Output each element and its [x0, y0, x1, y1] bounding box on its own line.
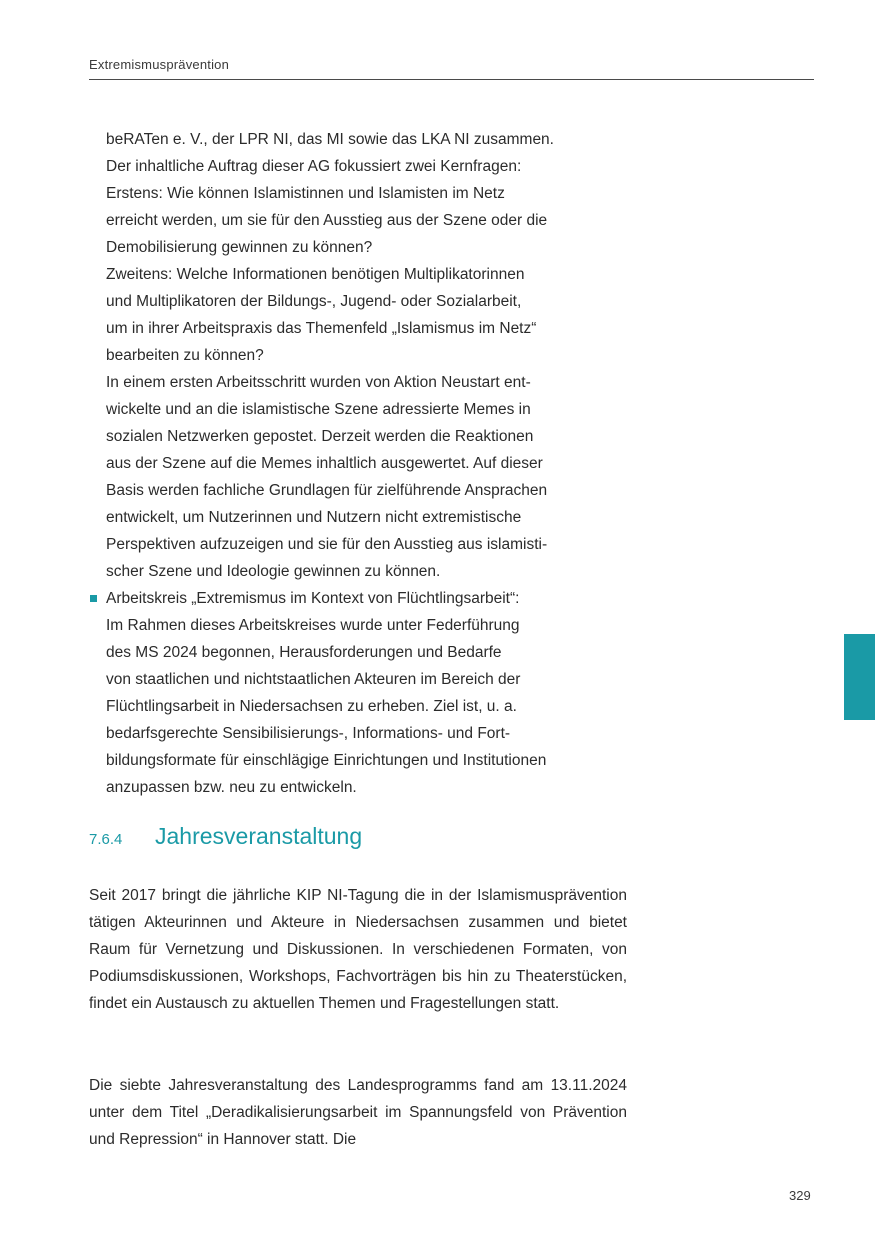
- paragraph-text: Die siebte Jahresveranstaltung des Landesprogramms fand am 13.11.2024 unter dem Titel „Deradikalisierungsarbeit im Spannungsfeld von Prävention und Repression“ in Hannover statt. Die: [89, 1077, 627, 1148]
- text-line: Demobilisierung gewinnen zu können?: [106, 239, 373, 256]
- text-line: Im Rahmen dieses Arbeitskreises wurde unter Federführung: [106, 617, 520, 634]
- header-divider: [89, 79, 814, 80]
- text-line: bedarfsgerechte Sensibilisierungs-, Informations- und Fort-: [106, 725, 511, 742]
- body-paragraph: [89, 1072, 627, 1153]
- text-line: Flüchtlingsarbeit in Niedersachsen zu erheben. Ziel ist, u. a.: [106, 698, 517, 715]
- bullet-list-item: [106, 585, 636, 801]
- text-line: Basis werden fachliche Grundlagen für zielführende Ansprachen: [106, 482, 548, 499]
- text-line: Erstens: Wie können Islamistinnen und Islamisten im Netz: [106, 185, 505, 202]
- text-line: wickelte und an die islamistische Szene adressierte Memes in: [106, 401, 531, 418]
- text-line: des MS 2024 begonnen, Herausforderungen und Bedarfe: [106, 644, 502, 661]
- text-line: Zweitens: Welche Informationen benötigen Multiplikatorinnen: [106, 266, 525, 283]
- square-bullet-icon: [90, 595, 97, 602]
- section-number: 7.6.4: [89, 831, 123, 848]
- text-line: und Multiplikatoren der Bildungs-, Jugend- oder Sozialarbeit,: [106, 293, 522, 310]
- text-line: erreicht werden, um sie für den Ausstieg aus der Szene oder die: [106, 212, 548, 229]
- text-line: aus der Szene auf die Memes inhaltlich ausgewertet. Auf dieser: [106, 455, 543, 472]
- paragraph-text: Seit 2017 bringt die jährliche KIP NI-Tagung die in der Islamismusprävention tätigen Akteurinnen und Akteure in Niedersachsen zusammen und bietet Raum für Vernetzung und Diskussionen. In verschiedenen Formaten, von Podiumsdiskussionen, Workshops, Fachvorträgen bis hin zu Theaterstücken, findet ein Austausch zu aktuellen Themen und Fragestellungen statt.: [89, 887, 627, 1012]
- text-line: von staatlichen und nichtstaatlichen Akteuren im Bereich der: [106, 671, 521, 688]
- continued-list-item: [106, 126, 636, 585]
- list-block: [106, 126, 636, 801]
- text-line: um in ihrer Arbeitspraxis das Themenfeld „Islamismus im Netz“: [106, 320, 537, 337]
- text-line: beRATen e. V., der LPR NI, das MI sowie das LKA NI zusammen.: [106, 131, 554, 148]
- text-line: In einem ersten Arbeitsschritt wurden von Aktion Neustart ent-: [106, 374, 531, 391]
- text-line: Arbeitskreis „Extremismus im Kontext von Flüchtlingsarbeit“:: [106, 590, 520, 607]
- text-line: sozialen Netzwerken gepostet. Derzeit werden die Reaktionen: [106, 428, 534, 445]
- text-line: scher Szene und Ideologie gewinnen zu können.: [106, 563, 441, 580]
- running-header-title: Extremismusprävention: [89, 57, 230, 72]
- page-number: 329: [789, 1188, 811, 1203]
- chapter-side-tab: [844, 634, 875, 720]
- section-title: Jahresveranstaltung: [155, 823, 363, 849]
- text-line: bearbeiten zu können?: [106, 347, 264, 364]
- text-line: Der inhaltliche Auftrag dieser AG fokussiert zwei Kernfragen:: [106, 158, 522, 175]
- body-paragraph: [89, 882, 627, 1017]
- section-heading: [89, 823, 362, 850]
- text-line: entwickelt, um Nutzerinnen und Nutzern nicht extremistische: [106, 509, 522, 526]
- text-line: Perspektiven aufzuzeigen und sie für den Ausstieg aus islamisti-: [106, 536, 548, 553]
- text-line: bildungsformate für einschlägige Einrichtungen und Institutionen: [106, 752, 547, 769]
- text-line: anzupassen bzw. neu zu entwickeln.: [106, 779, 357, 796]
